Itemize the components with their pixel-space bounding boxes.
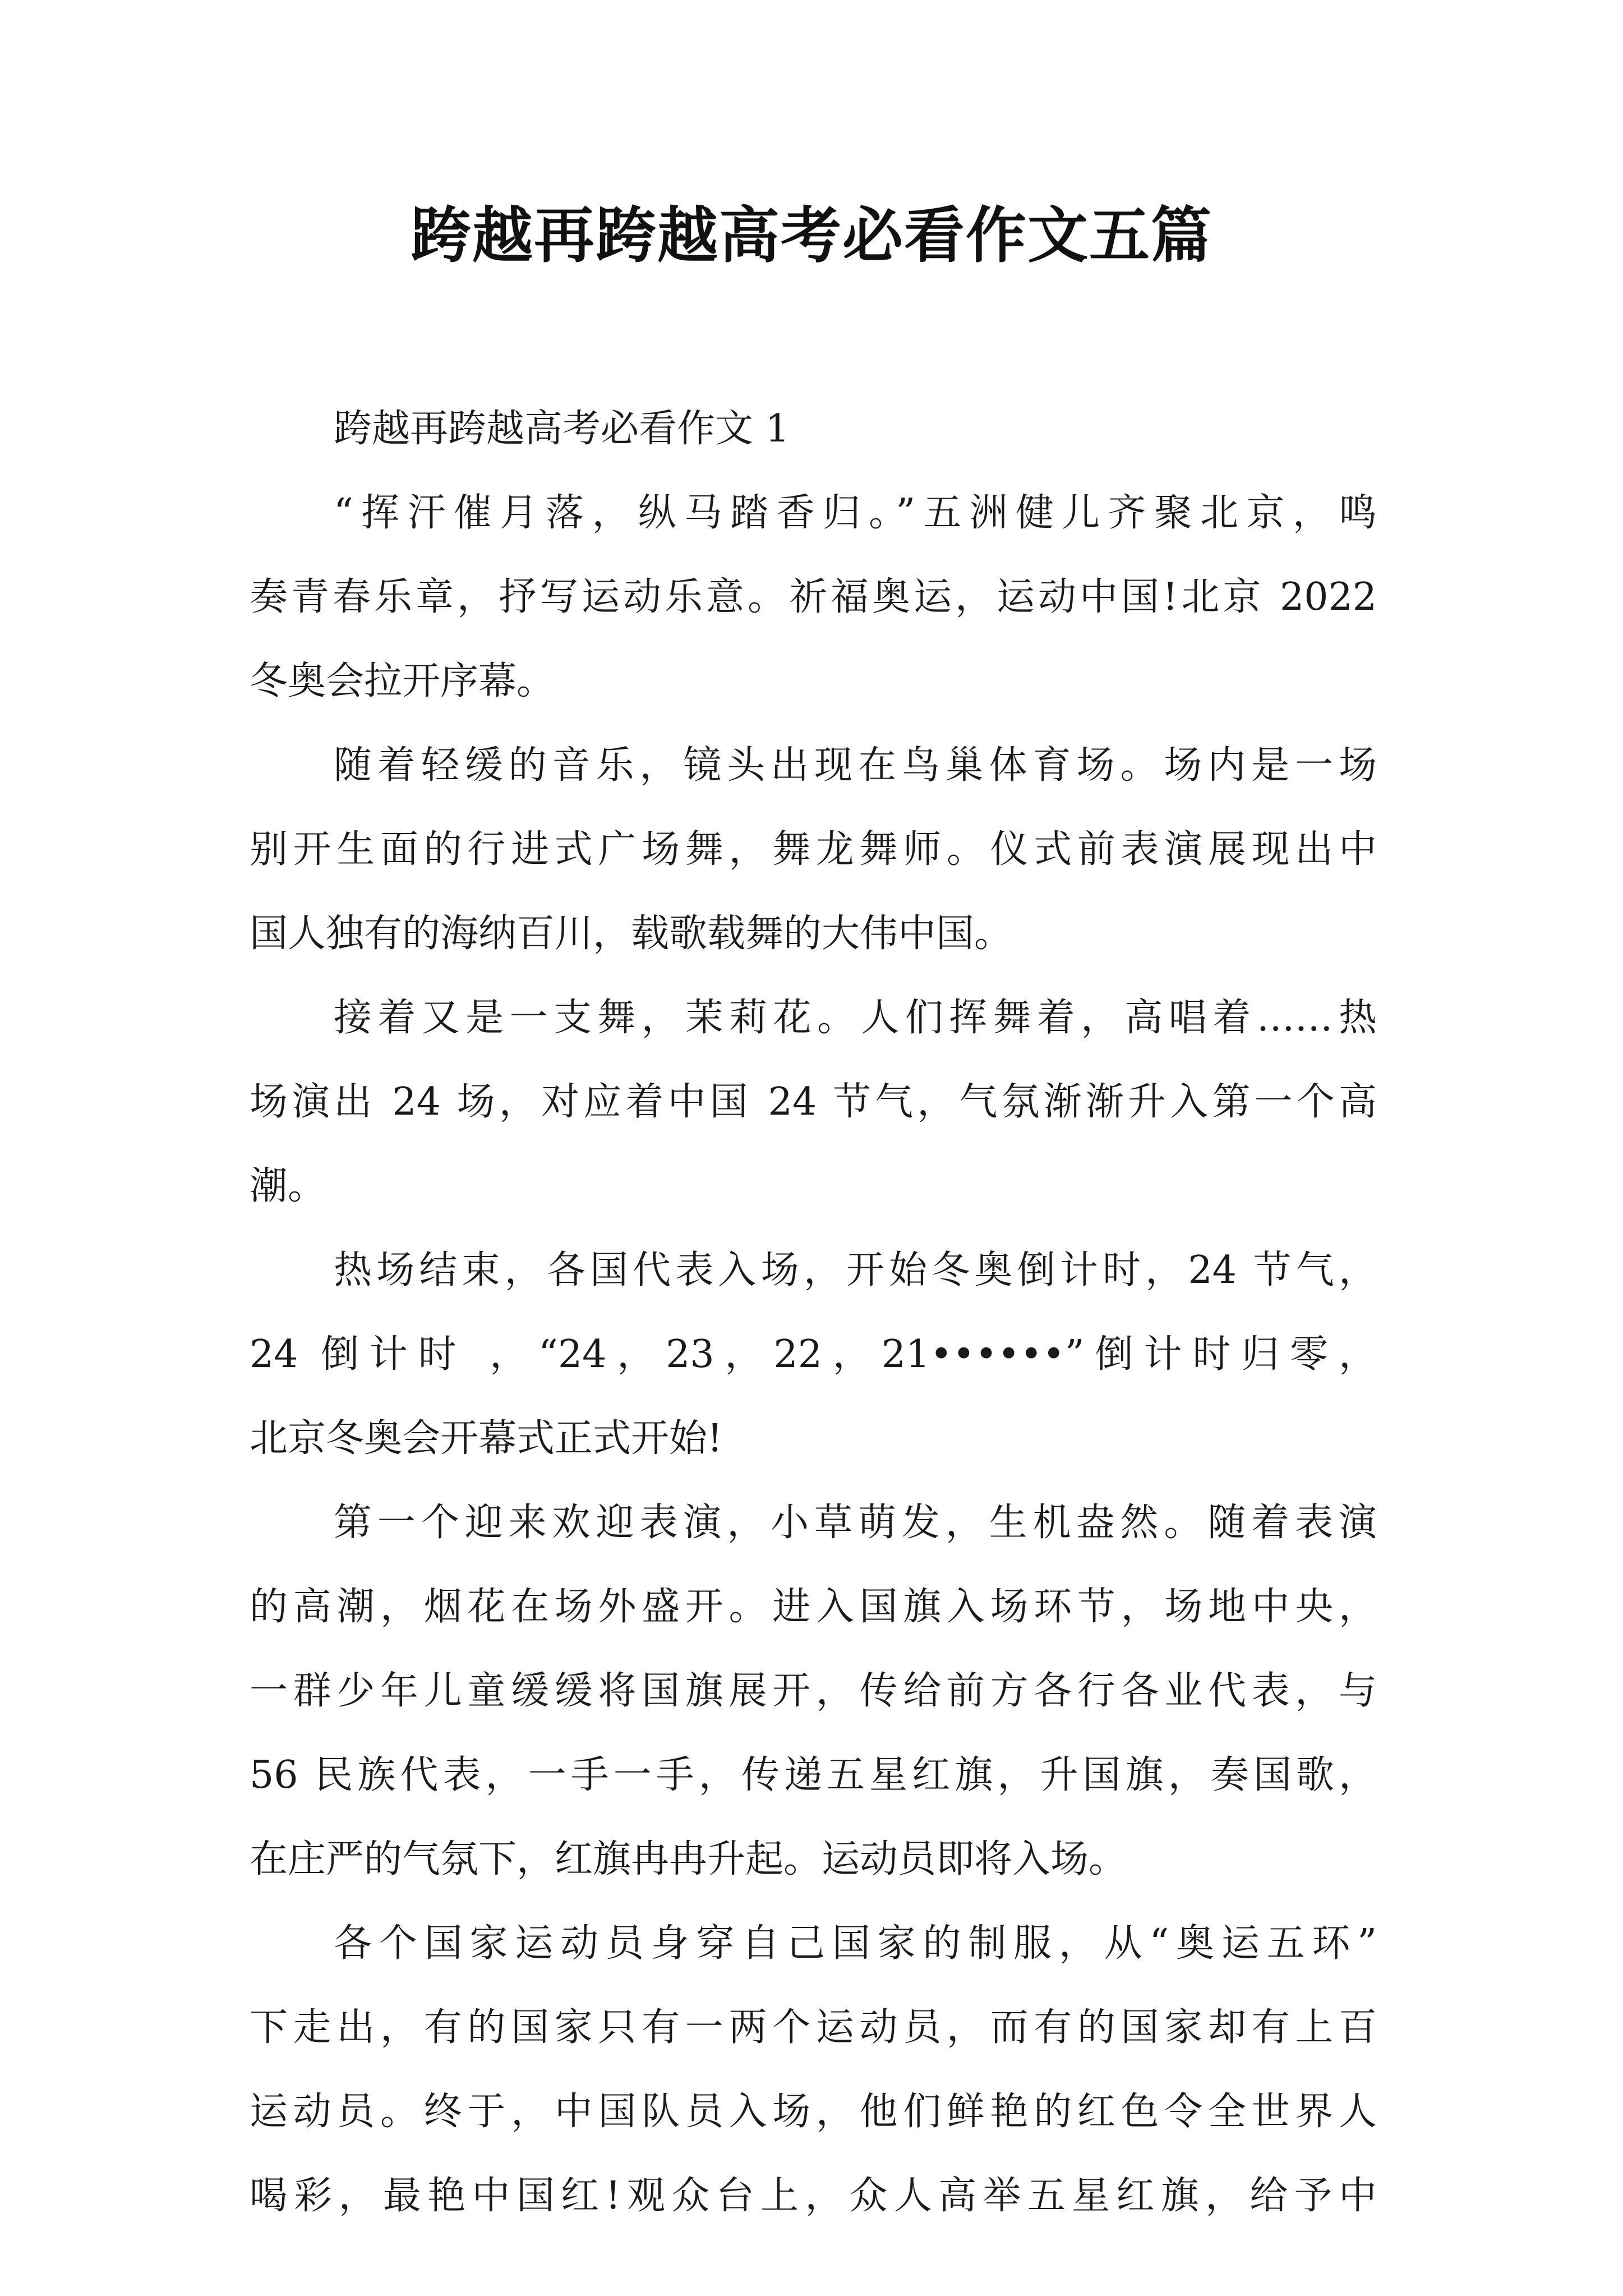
paragraph-line: 随着轻缓的音乐，镜头出现在鸟巢体育场。场内是一场: [334, 743, 1377, 788]
paragraph: [250, 1228, 1377, 1481]
paragraph-line: 跨越再跨越高考必看作文 1: [334, 407, 790, 451]
paragraph-line: 一群少年儿童缓缓将国旗展开，传给前方各行各业代表，与: [250, 1669, 1377, 1713]
paragraph-line: 潮。: [250, 1164, 326, 1208]
paragraph-line: 56 民族代表，一手一手，传递五星红旗，升国旗，奏国歌，: [250, 1753, 1377, 1797]
paragraph: [250, 1481, 1377, 1902]
paragraph-line: 接着又是一支舞，茉莉花。人们挥舞着，高唱着……热: [334, 996, 1377, 1040]
paragraph-line: 的高潮，烟花在场外盛开。进入国旗入场环节，场地中央，: [250, 1585, 1377, 1629]
paragraph-line: 喝彩，最艳中国红!观众台上，众人高举五星红旗，给予中: [250, 2174, 1377, 2218]
paragraph: [250, 976, 1377, 1228]
paragraph-line: 冬奥会拉开序幕。: [250, 659, 555, 703]
document-title: 跨越再跨越高考必看作文五篇: [410, 200, 1212, 271]
paragraph-line: 第一个迎来欢迎表演，小草萌发，生机盎然。随着表演: [334, 1501, 1377, 1545]
document-body: [250, 387, 1377, 2238]
paragraph-line: 24 倒计时 ，“24，23，22，21••••••”倒计时归零，: [250, 1332, 1377, 1377]
paragraph-line: 各个国家运动员身穿自己国家的制服，从“奥运五环”: [334, 1921, 1377, 1966]
paragraph-line: “挥汗催月落，纵马踏香归。”五洲健儿齐聚北京，鸣: [334, 491, 1377, 535]
paragraph-line: 运动员。终于，中国队员入场，他们鲜艳的红色令全世界人: [250, 2090, 1377, 2134]
paragraph-line: 北京冬奥会开幕式正式开始!: [250, 1416, 723, 1461]
paragraph-line: 国人独有的海纳百川，载歌载舞的大伟中国。: [250, 912, 1013, 956]
paragraph-line: 在庄严的气氛下，红旗冉冉升起。运动员即将入场。: [250, 1837, 1127, 1881]
essay-subheading: [250, 387, 1377, 471]
paragraph: [250, 724, 1377, 976]
paragraph-line: 热场结束，各国代表入场，开始冬奥倒计时，24 节气，: [334, 1248, 1377, 1292]
paragraph: [250, 471, 1377, 724]
paragraph: [250, 1902, 1377, 2238]
paragraph-line: 场演出 24 场，对应着中国 24 节气，气氛渐渐升入第一个高: [250, 1080, 1377, 1124]
paragraph-line: 下走出，有的国家只有一两个运动员，而有的国家却有上百: [250, 2005, 1377, 2050]
paragraph-line: 奏青春乐章，抒写运动乐意。祈福奥运，运动中国!北京 2022: [250, 575, 1377, 619]
paragraph-line: 别开生面的行进式广场舞，舞龙舞师。仪式前表演展现出中: [250, 827, 1377, 872]
